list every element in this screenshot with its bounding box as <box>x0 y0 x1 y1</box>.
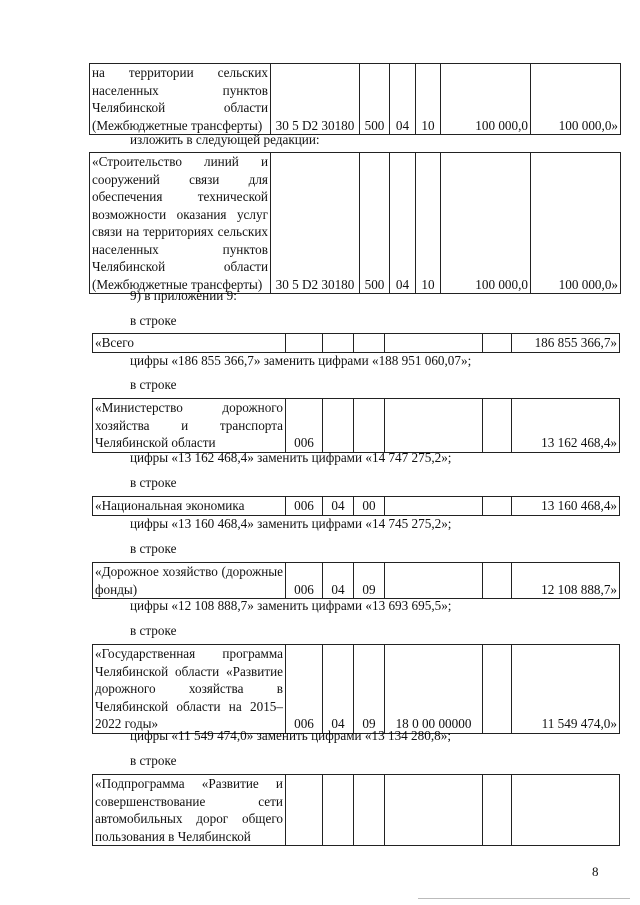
section: 04 <box>323 497 354 516</box>
in-row-label: в строке <box>130 377 177 392</box>
instruction-text: изложить в следующей редакции: <box>130 132 320 147</box>
ministry-row-table <box>92 398 620 453</box>
subprogram-row-table <box>92 774 620 846</box>
row-name: «Строительство линий и сооружений связи для обеспечения технической возможности оказания услуг связи на территориях сельских населенных пунктов Челябинской области (Межбюджетные трансферты) <box>90 153 271 294</box>
subsection: 00 <box>354 497 385 516</box>
budget-table-old-row <box>89 63 621 135</box>
section: 04 <box>323 563 354 599</box>
row-name: на территории сельских населенных пунктов Челябинской области (Межбюджетные трансферты) <box>90 64 271 135</box>
dept-code: 006 <box>286 399 323 453</box>
in-row-label: в строке <box>130 623 177 638</box>
subsection: 10 <box>416 153 441 294</box>
subsection: 09 <box>354 563 385 599</box>
amount-2: 100 000,0» <box>531 64 621 135</box>
budget-table-new-row <box>89 152 621 294</box>
subsection: 10 <box>416 64 441 135</box>
row-name: «Министерство дорожного хозяйства и транспорта Челябинской области <box>93 399 286 453</box>
dept-code: 006 <box>286 563 323 599</box>
row-name: «Дорожное хозяйство (дорожные фонды) <box>93 563 286 599</box>
page-number: 8 <box>592 864 599 879</box>
in-row-label: в строке <box>130 753 177 768</box>
replacement-text: цифры «13 162 468,4» заменить цифрами «14 747 275,2»; <box>130 450 452 465</box>
expense-type: 500 <box>360 64 390 135</box>
subsection: 09 <box>354 645 385 734</box>
scan-artifact <box>418 898 630 899</box>
in-row-label: в строке <box>130 313 177 328</box>
target-code: 18 0 00 00000 <box>385 645 483 734</box>
replacement-text: цифры «186 855 366,7» заменить цифрами «188 951 060,07»; <box>130 353 472 368</box>
section: 04 <box>390 64 416 135</box>
amount: 13 162 468,4» <box>512 399 620 453</box>
economy-row-table <box>92 496 620 516</box>
amount-2: 100 000,0» <box>531 153 621 294</box>
in-row-label: в строке <box>130 541 177 556</box>
target-code: 30 5 D2 30180 <box>271 64 360 135</box>
amount: 13 160 468,4» <box>512 497 620 516</box>
in-row-label: в строке <box>130 475 177 490</box>
row-name: «Подпрограмма «Развитие и совершенствование сети автомобильных дорог общего пользования в Челябинской <box>93 775 286 846</box>
dept-code: 006 <box>286 497 323 516</box>
row-name: «Национальная экономика <box>93 497 286 516</box>
expense-type: 500 <box>360 153 390 294</box>
section: 04 <box>323 645 354 734</box>
dept-code: 006 <box>286 645 323 734</box>
row-name: «Государственная программа Челябинской области «Развитие дорожного хозяйства в Челябинской области на 2015–2022 годы» <box>93 645 286 734</box>
replacement-text: цифры «11 549 474,0» заменить цифрами «13 134 280,8»; <box>130 728 451 743</box>
amount: 12 108 888,7» <box>512 563 620 599</box>
total-row-table <box>92 333 620 353</box>
amount-1: 100 000,0 <box>441 64 531 135</box>
replacement-text: цифры «13 160 468,4» заменить цифрами «14 745 275,2»; <box>130 516 452 531</box>
state-program-row-table <box>92 644 620 734</box>
amount-1: 100 000,0 <box>441 153 531 294</box>
section: 04 <box>390 153 416 294</box>
replacement-text: цифры «12 108 888,7» заменить цифрами «13 693 695,5»; <box>130 598 452 613</box>
amount: 11 549 474,0» <box>512 645 620 734</box>
appendix-heading: 9) в приложении 9: <box>130 288 237 303</box>
amount: 186 855 366,7» <box>512 334 620 353</box>
target-code: 30 5 D2 30180 <box>271 153 360 294</box>
row-name: «Всего <box>93 334 286 353</box>
road-fund-row-table <box>92 562 620 599</box>
